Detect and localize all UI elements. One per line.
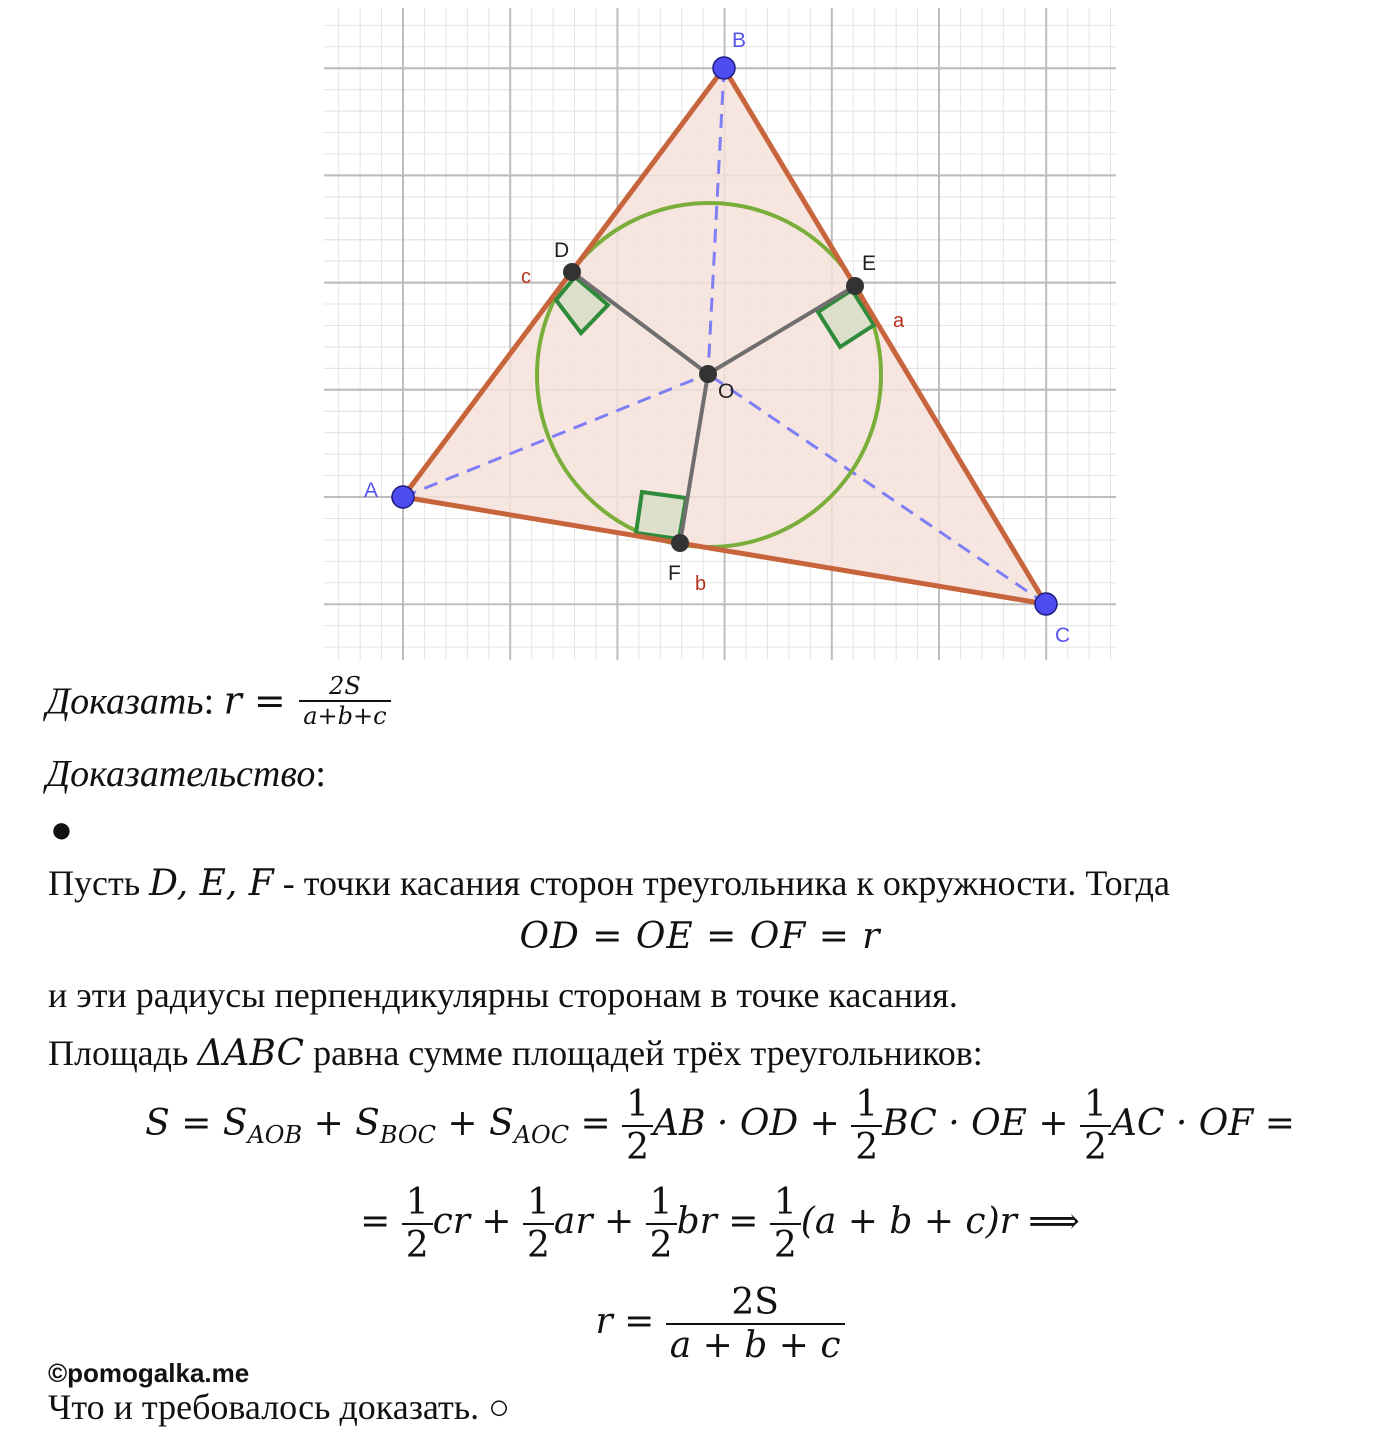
label-f: F	[668, 562, 681, 585]
eq2-half-2	[851, 1084, 882, 1168]
eq3-half-2-den: 2	[523, 1223, 554, 1266]
eq4-lhs: r =	[595, 1301, 666, 1342]
eq2-half-1-den: 2	[622, 1125, 653, 1168]
prove-colon: :	[203, 680, 215, 723]
eq3-half-4-num: 1	[773, 1182, 797, 1223]
prove-denominator: a+b+c	[299, 700, 390, 730]
prove-numerator: 2S	[329, 672, 361, 700]
qed-line: Что и требовалось доказать. ○	[48, 1387, 510, 1427]
eq3-half-3-den: 2	[646, 1223, 677, 1266]
eq4-fraction	[666, 1282, 845, 1366]
equation-area-decomposition	[0, 1084, 1400, 1168]
equation-result	[0, 1282, 1400, 1366]
eq3-half-1-den: 2	[402, 1223, 433, 1266]
eq3-half-4	[770, 1182, 801, 1266]
eq2-half-3	[1080, 1084, 1111, 1168]
vertex-a	[392, 486, 414, 508]
eq2-term-ab-od: AB · OD +	[653, 1103, 852, 1144]
eq2-plus2: + S	[435, 1103, 514, 1144]
proof-heading	[46, 752, 326, 796]
eq2-half-2-den: 2	[851, 1125, 882, 1168]
vertex-b	[713, 57, 735, 79]
equation-equal-radii: OD = OE = OF = r	[519, 916, 881, 957]
p3-rest: равна сумме площадей трёх треугольников:	[304, 1033, 983, 1073]
vertex-c	[1035, 593, 1057, 615]
eq3-term-cr: cr +	[432, 1201, 524, 1242]
triangle-incircle-figure	[0, 0, 1400, 670]
eq3-half-1-num: 1	[405, 1182, 429, 1223]
proof-label: Доказательство	[46, 753, 316, 795]
eq2-plus1: + S	[302, 1103, 380, 1144]
eq3-half-4-den: 2	[770, 1223, 801, 1266]
label-side-b: b	[695, 573, 707, 595]
prove-label: Доказать	[46, 680, 204, 723]
eq2-sub-aob: AOB	[247, 1121, 303, 1149]
label-e: E	[862, 252, 877, 275]
p3-triangle: ΔABC	[197, 1033, 305, 1074]
right-angle-marker-f	[636, 492, 686, 539]
p1-points: D, E, F	[149, 863, 274, 904]
triangle-abc-fill	[403, 68, 1046, 604]
eq2-term-ac-of: AC · OF =	[1110, 1103, 1295, 1144]
eq2-half-1	[622, 1084, 653, 1168]
label-side-a: a	[893, 310, 905, 332]
eq3-half-2	[523, 1182, 554, 1266]
point-e	[846, 277, 864, 295]
eq2-sub-boc: BOC	[379, 1121, 436, 1149]
watermark: ©pomogalka.me	[48, 1358, 250, 1388]
paragraph-perpendicular: и эти радиусы перпендикулярны сторонам в точке касания.	[48, 975, 958, 1015]
eq3-term-br: br =	[676, 1201, 770, 1242]
bullet-marker: ●	[50, 809, 73, 851]
eq2-half-2-num: 1	[855, 1084, 879, 1125]
point-f	[671, 534, 689, 552]
p1-start: Пусть	[48, 863, 150, 903]
eq3-half-3-num: 1	[649, 1182, 673, 1223]
point-o	[699, 365, 717, 383]
label-d: D	[554, 239, 570, 262]
paragraph-tangent-points	[48, 862, 1170, 904]
prove-lhs: r =	[223, 678, 286, 723]
label-c: C	[1055, 624, 1071, 647]
statement-to-prove	[46, 672, 391, 734]
eq3-half-2-num: 1	[527, 1182, 550, 1223]
eq3-half-3	[646, 1182, 677, 1266]
eq2-sub-aoc: AOC	[513, 1121, 570, 1149]
eq3-term-ar: ar +	[553, 1201, 646, 1242]
p3-start: Площадь	[48, 1033, 198, 1073]
eq2-half-3-den: 2	[1080, 1125, 1111, 1168]
eq2-s: S = S	[145, 1103, 248, 1144]
eq2-equals: =	[569, 1103, 623, 1144]
eq3-term-sum: (a + b + c)r ⟹	[800, 1201, 1080, 1242]
eq3-lead: =	[360, 1201, 402, 1242]
label-o: O	[718, 380, 735, 403]
paragraph-area-sum	[48, 1032, 983, 1074]
eq2-half-1-num: 1	[626, 1084, 650, 1125]
eq2-term-bc-oe: BC · OE +	[882, 1103, 1080, 1144]
point-d	[563, 263, 581, 281]
label-side-c: c	[521, 266, 531, 288]
eq2-half-3-num: 1	[1084, 1084, 1107, 1125]
eq4-numerator: 2S	[731, 1282, 779, 1323]
proof-colon: :	[315, 753, 326, 795]
p1-rest: - точки касания сторон треугольника к окружности. Тогда	[273, 863, 1170, 903]
equation-area-in-radius	[0, 1182, 1400, 1266]
prove-fraction	[299, 672, 390, 730]
eq4-denominator: a + b + c	[666, 1323, 845, 1366]
label-a: A	[364, 479, 379, 502]
eq3-half-1	[402, 1182, 433, 1266]
label-b: B	[732, 29, 747, 52]
